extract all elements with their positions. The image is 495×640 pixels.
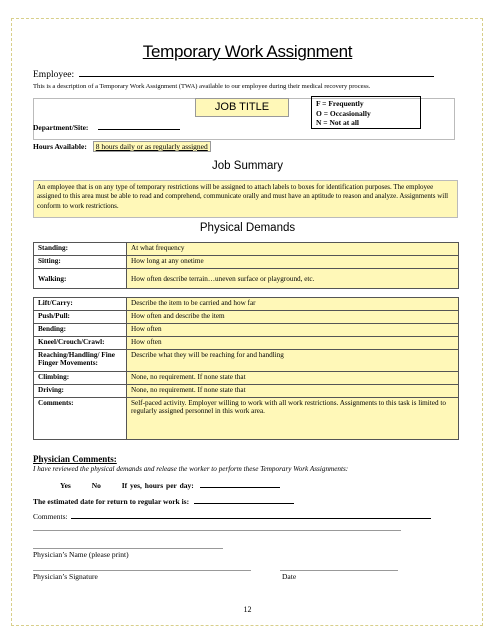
hours-per-day-field[interactable]	[200, 480, 280, 488]
demand-label: Lift/Carry:	[34, 298, 127, 311]
comments-label: Comments:	[33, 512, 68, 521]
table-row	[34, 385, 459, 398]
hours-per-day-label: If yes, hours per day:	[121, 481, 194, 490]
table-row	[34, 372, 459, 385]
employee-row	[33, 68, 434, 80]
physician-signature-label: Physician’s Signature	[33, 572, 98, 581]
demand-value[interactable]: How often describe terrain…uneven surface or playground, etc.	[127, 269, 459, 289]
date-label: Date	[282, 572, 297, 581]
comments-line[interactable]	[33, 530, 401, 531]
physical-demands-table	[33, 242, 459, 440]
hours-value[interactable]: 8 hours daily or as regularly assigned	[93, 141, 211, 152]
yes-option[interactable]: Yes	[60, 481, 71, 490]
demand-label: Bending:	[34, 324, 127, 337]
physician-comments-heading: Physician Comments:	[33, 454, 117, 464]
page-number: 12	[243, 605, 252, 614]
demand-label: Sitting:	[34, 256, 127, 269]
demand-value[interactable]: Describe the item to be carried and how far	[127, 298, 459, 311]
demand-value[interactable]: None, no requirement. If none state that	[127, 385, 459, 398]
job-summary-heading: Job Summary	[212, 160, 283, 172]
demand-value[interactable]: Describe what they will be reaching for and handling	[127, 350, 459, 372]
frequency-key-f: F = Frequently	[316, 99, 364, 108]
table-row	[34, 269, 459, 289]
return-date-field[interactable]	[194, 496, 294, 504]
demand-value[interactable]: None, no requirement. If none state that	[127, 372, 459, 385]
department-row	[33, 121, 180, 132]
physician-statement: I have reviewed the physical demands and release the worker to perform these Temporary Work Assignments:	[33, 465, 349, 473]
table-row	[34, 243, 459, 256]
frequency-key-o: O = Occasionally	[316, 108, 371, 118]
physician-name-line[interactable]	[33, 548, 223, 549]
table-row	[34, 398, 459, 440]
hours-label: Hours Available:	[33, 142, 87, 151]
department-field[interactable]	[98, 121, 180, 130]
comments-row	[33, 511, 431, 521]
demand-label: Standing:	[34, 243, 127, 256]
demand-label: Walking:	[34, 269, 127, 289]
demand-label: Climbing:	[34, 372, 127, 385]
demand-label: Comments:	[34, 398, 127, 440]
table-row	[34, 311, 459, 324]
demand-value[interactable]: How often and describe the item	[127, 311, 459, 324]
comments-field[interactable]	[71, 511, 431, 519]
demand-value[interactable]: How often	[127, 324, 459, 337]
department-label: Department/Site:	[33, 123, 89, 132]
demand-value[interactable]: At what frequency	[127, 243, 459, 256]
frequency-key	[311, 96, 421, 129]
demand-label: Driving:	[34, 385, 127, 398]
table-spacer	[34, 289, 459, 298]
return-date-row	[33, 496, 294, 506]
date-line[interactable]	[280, 570, 398, 571]
demand-value[interactable]: How often	[127, 337, 459, 350]
physical-demands-heading: Physical Demands	[199, 222, 296, 234]
frequency-key-n: N = Not at all	[316, 118, 360, 127]
release-options	[60, 480, 298, 490]
demand-label: Kneel/Crouch/Crawl:	[34, 337, 127, 350]
demand-value[interactable]: Self-paced activity. Employer willing to work with all work restrictions. Assignments to this task is limited to regularly assigned personnel in this work area.	[127, 398, 459, 440]
twa-description: This is a description of a Temporary Work Assignment (TWA) available to our employee during their medical recovery process.	[33, 83, 371, 90]
job-summary-text[interactable]: An employee that is on any type of temporary restrictions will be assigned to attach labels to boxes for identification purposes. The employee assigned to this area must be able to read and comprehend, communicate orally and must have an aptitude to reason and analyze. Assignments will conform to work restrictions.	[33, 180, 458, 218]
job-title-field[interactable]: JOB TITLE	[195, 98, 289, 117]
physician-name-label: Physician’s Name (please print)	[33, 550, 129, 559]
page-title: Temporary Work Assignment	[142, 42, 353, 61]
hours-row	[33, 142, 211, 151]
employee-field[interactable]	[79, 68, 434, 77]
table-row	[34, 298, 459, 311]
table-row	[34, 256, 459, 269]
employee-label: Employee:	[33, 70, 75, 80]
demand-label: Push/Pull:	[34, 311, 127, 324]
no-option[interactable]: No	[91, 481, 101, 490]
table-row	[34, 337, 459, 350]
demand-value[interactable]: How long at any onetime	[127, 256, 459, 269]
demand-label: Reaching/Handling/ Fine Finger Movements:	[34, 350, 127, 372]
physician-signature-line[interactable]	[33, 570, 251, 571]
return-date-label: The estimated date for return to regular work is:	[33, 497, 190, 506]
table-row	[34, 324, 459, 337]
table-row	[34, 350, 459, 372]
